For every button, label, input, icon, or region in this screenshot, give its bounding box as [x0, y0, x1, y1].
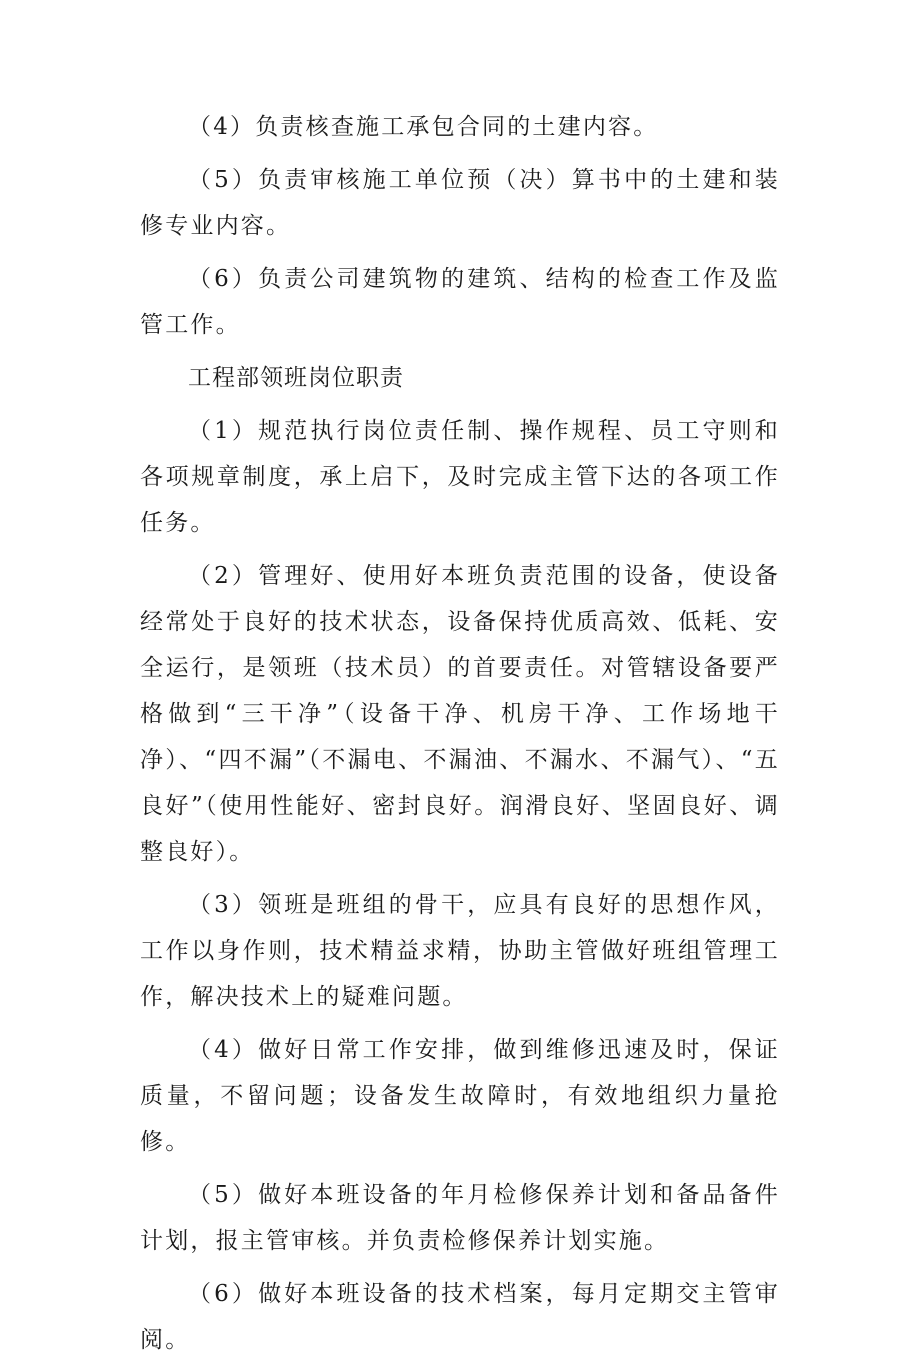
paragraph-item-4-civil-contract: （4）负责核查施工承包合同的土建内容。 — [188, 114, 659, 140]
paragraph-duty-4: （4）做好日常工作安排，做到维修迅速及时，保证质量，不留问题；设备发生故障时，有效地组织力量抢修。 — [140, 1037, 780, 1155]
paragraph-duty-6: （6）做好本班设备的技术档案，每月定期交主管审阅。 — [140, 1281, 780, 1353]
paragraph-item-6-building-inspection: （6）负责公司建筑物的建筑、结构的检查工作及监管工作。 — [140, 266, 780, 338]
section-heading: 工程部领班岗位职责 — [188, 365, 404, 391]
paragraph-duty-3: （3）领班是班组的骨干，应具有良好的思想作风，工作以身作则，技术精益求精，协助主管做好班组管理工作，解决技术上的疑难问题。 — [140, 892, 780, 1010]
document-page — [140, 104, 780, 1370]
paragraph-duty-1: （1）规范执行岗位责任制、操作规程、员工守则和各项规章制度，承上启下，及时完成主管下达的各项工作任务。 — [140, 418, 780, 536]
paragraph-duty-5: （5）做好本班设备的年月检修保养计划和备品备件计划，报主管审核。并负责检修保养计划实施。 — [140, 1182, 780, 1254]
paragraph-duty-2: （2）管理好、使用好本班负责范围的设备，使设备经常处于良好的技术状态，设备保持优质高效、低耗、安全运行，是领班（技术员）的首要责任。对管辖设备要严格做到“三干净”（设备干净、机房干净、工作场地干净）、“四不漏”（不漏电、不漏油、不漏水、不漏气）、“五良好”（使用性能好、密封良好。润滑良好、坚固良好、调整良好）。 — [140, 563, 780, 865]
paragraph-item-5-budget-review: （5）负责审核施工单位预（决）算书中的土建和装修专业内容。 — [140, 167, 780, 239]
